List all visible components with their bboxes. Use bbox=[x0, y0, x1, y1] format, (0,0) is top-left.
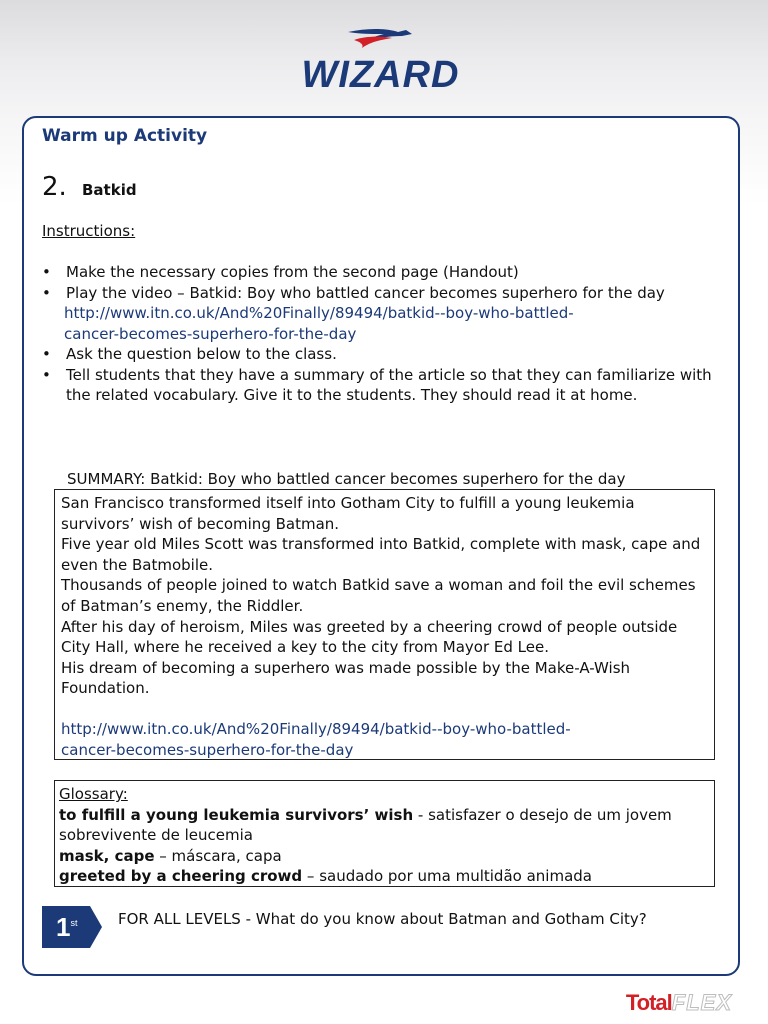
video-link-line-2[interactable]: cancer-becomes-superhero-for-the-day bbox=[64, 324, 357, 343]
brand-total: Total bbox=[625, 990, 672, 1015]
summary-paragraph: His dream of becoming a superhero was made possible by the Make-A-Wish Foundation. bbox=[61, 658, 631, 698]
summary-link-line-2[interactable]: cancer-becomes-superhero-for-the-day bbox=[61, 740, 354, 759]
level-badge bbox=[56, 912, 77, 943]
glossary-definition: – saudado por uma multidão animada bbox=[302, 867, 592, 886]
activity-name: Batkid bbox=[82, 181, 137, 199]
activity-number: 2. bbox=[42, 172, 67, 202]
eagle-wings-icon bbox=[346, 26, 416, 52]
glossary-entry bbox=[59, 805, 710, 846]
summary-heading: SUMMARY: Batkid: Boy who battled cancer becomes superhero for the day bbox=[67, 470, 626, 488]
wizard-logo bbox=[288, 26, 473, 94]
bullet-text: Play the video – Batkid: Boy who battled cancer becomes superhero for the day bbox=[66, 283, 665, 302]
spacer bbox=[61, 699, 708, 719]
summary-paragraph: After his day of heroism, Miles was greeted by a cheering crowd of people outside City Hall, where he received a key to the city from Mayor Ed Lee. bbox=[61, 617, 678, 657]
summary-paragraph: San Francisco transformed itself into Gotham City to fulfill a young leukemia survivors’ wish of becoming Batman. bbox=[61, 494, 635, 533]
bullet-icon: • bbox=[42, 263, 51, 281]
bullet-icon: • bbox=[42, 283, 51, 302]
glossary-definition: - satisfazer o desejo de um jovem sobrevivente de leucemia bbox=[59, 805, 672, 845]
summary-paragraph: Thousands of people joined to watch Batkid save a woman and foil the evil schemes of Batman’s enemy, the Riddler. bbox=[61, 576, 696, 615]
badge-number: 1 bbox=[56, 912, 71, 942]
video-link-line-1[interactable]: http://www.itn.co.uk/And%20Finally/89494/batkid--boy-who-battled- bbox=[64, 304, 574, 322]
glossary-entry bbox=[59, 846, 710, 867]
glossary-entry bbox=[59, 866, 710, 887]
activity-title: Warm up Activity bbox=[42, 126, 208, 146]
glossary-definition: – máscara, capa bbox=[154, 846, 282, 865]
bullet-text: Make the necessary copies from the second page (Handout) bbox=[66, 263, 519, 281]
glossary-term: greeted by a cheering crowd bbox=[59, 867, 303, 886]
logo-text: WIZARD bbox=[301, 54, 460, 96]
glossary-term: to fulfill a young leukemia survivors’ wish bbox=[59, 805, 414, 824]
question-block bbox=[42, 906, 722, 950]
list-item bbox=[42, 283, 722, 304]
glossary-box bbox=[54, 780, 715, 887]
summary-link-line-1[interactable]: http://www.itn.co.uk/And%20Finally/89494/batkid--boy-who-battled- bbox=[61, 719, 571, 738]
list-item bbox=[42, 365, 722, 406]
summary-box bbox=[54, 489, 715, 760]
list-item bbox=[42, 344, 722, 365]
summary-paragraph: Five year old Miles Scott was transformed into Batkid, complete with mask, cape and even the Batmobile. bbox=[61, 535, 701, 574]
glossary-term: mask, cape bbox=[59, 846, 155, 865]
question-text: FOR ALL LEVELS - What do you know about Batman and Gotham City? bbox=[118, 910, 647, 928]
bullet-text: Tell students that they have a summary of the article so that they can familiarize with the related vocabulary. Give it to the students. They should read it at home. bbox=[66, 365, 712, 404]
bullet-text: Ask the question below to the class. bbox=[66, 345, 337, 363]
instructions-label: Instructions: bbox=[42, 222, 136, 240]
bullet-icon: • bbox=[42, 345, 51, 363]
glossary-heading: Glossary: bbox=[59, 785, 128, 803]
bullet-icon: • bbox=[42, 365, 51, 384]
instructions-list bbox=[42, 262, 722, 406]
totalflex-logo bbox=[626, 990, 732, 1016]
badge-suffix: st bbox=[70, 918, 78, 928]
list-item bbox=[42, 262, 722, 283]
brand-flex: FLEX bbox=[671, 990, 732, 1015]
